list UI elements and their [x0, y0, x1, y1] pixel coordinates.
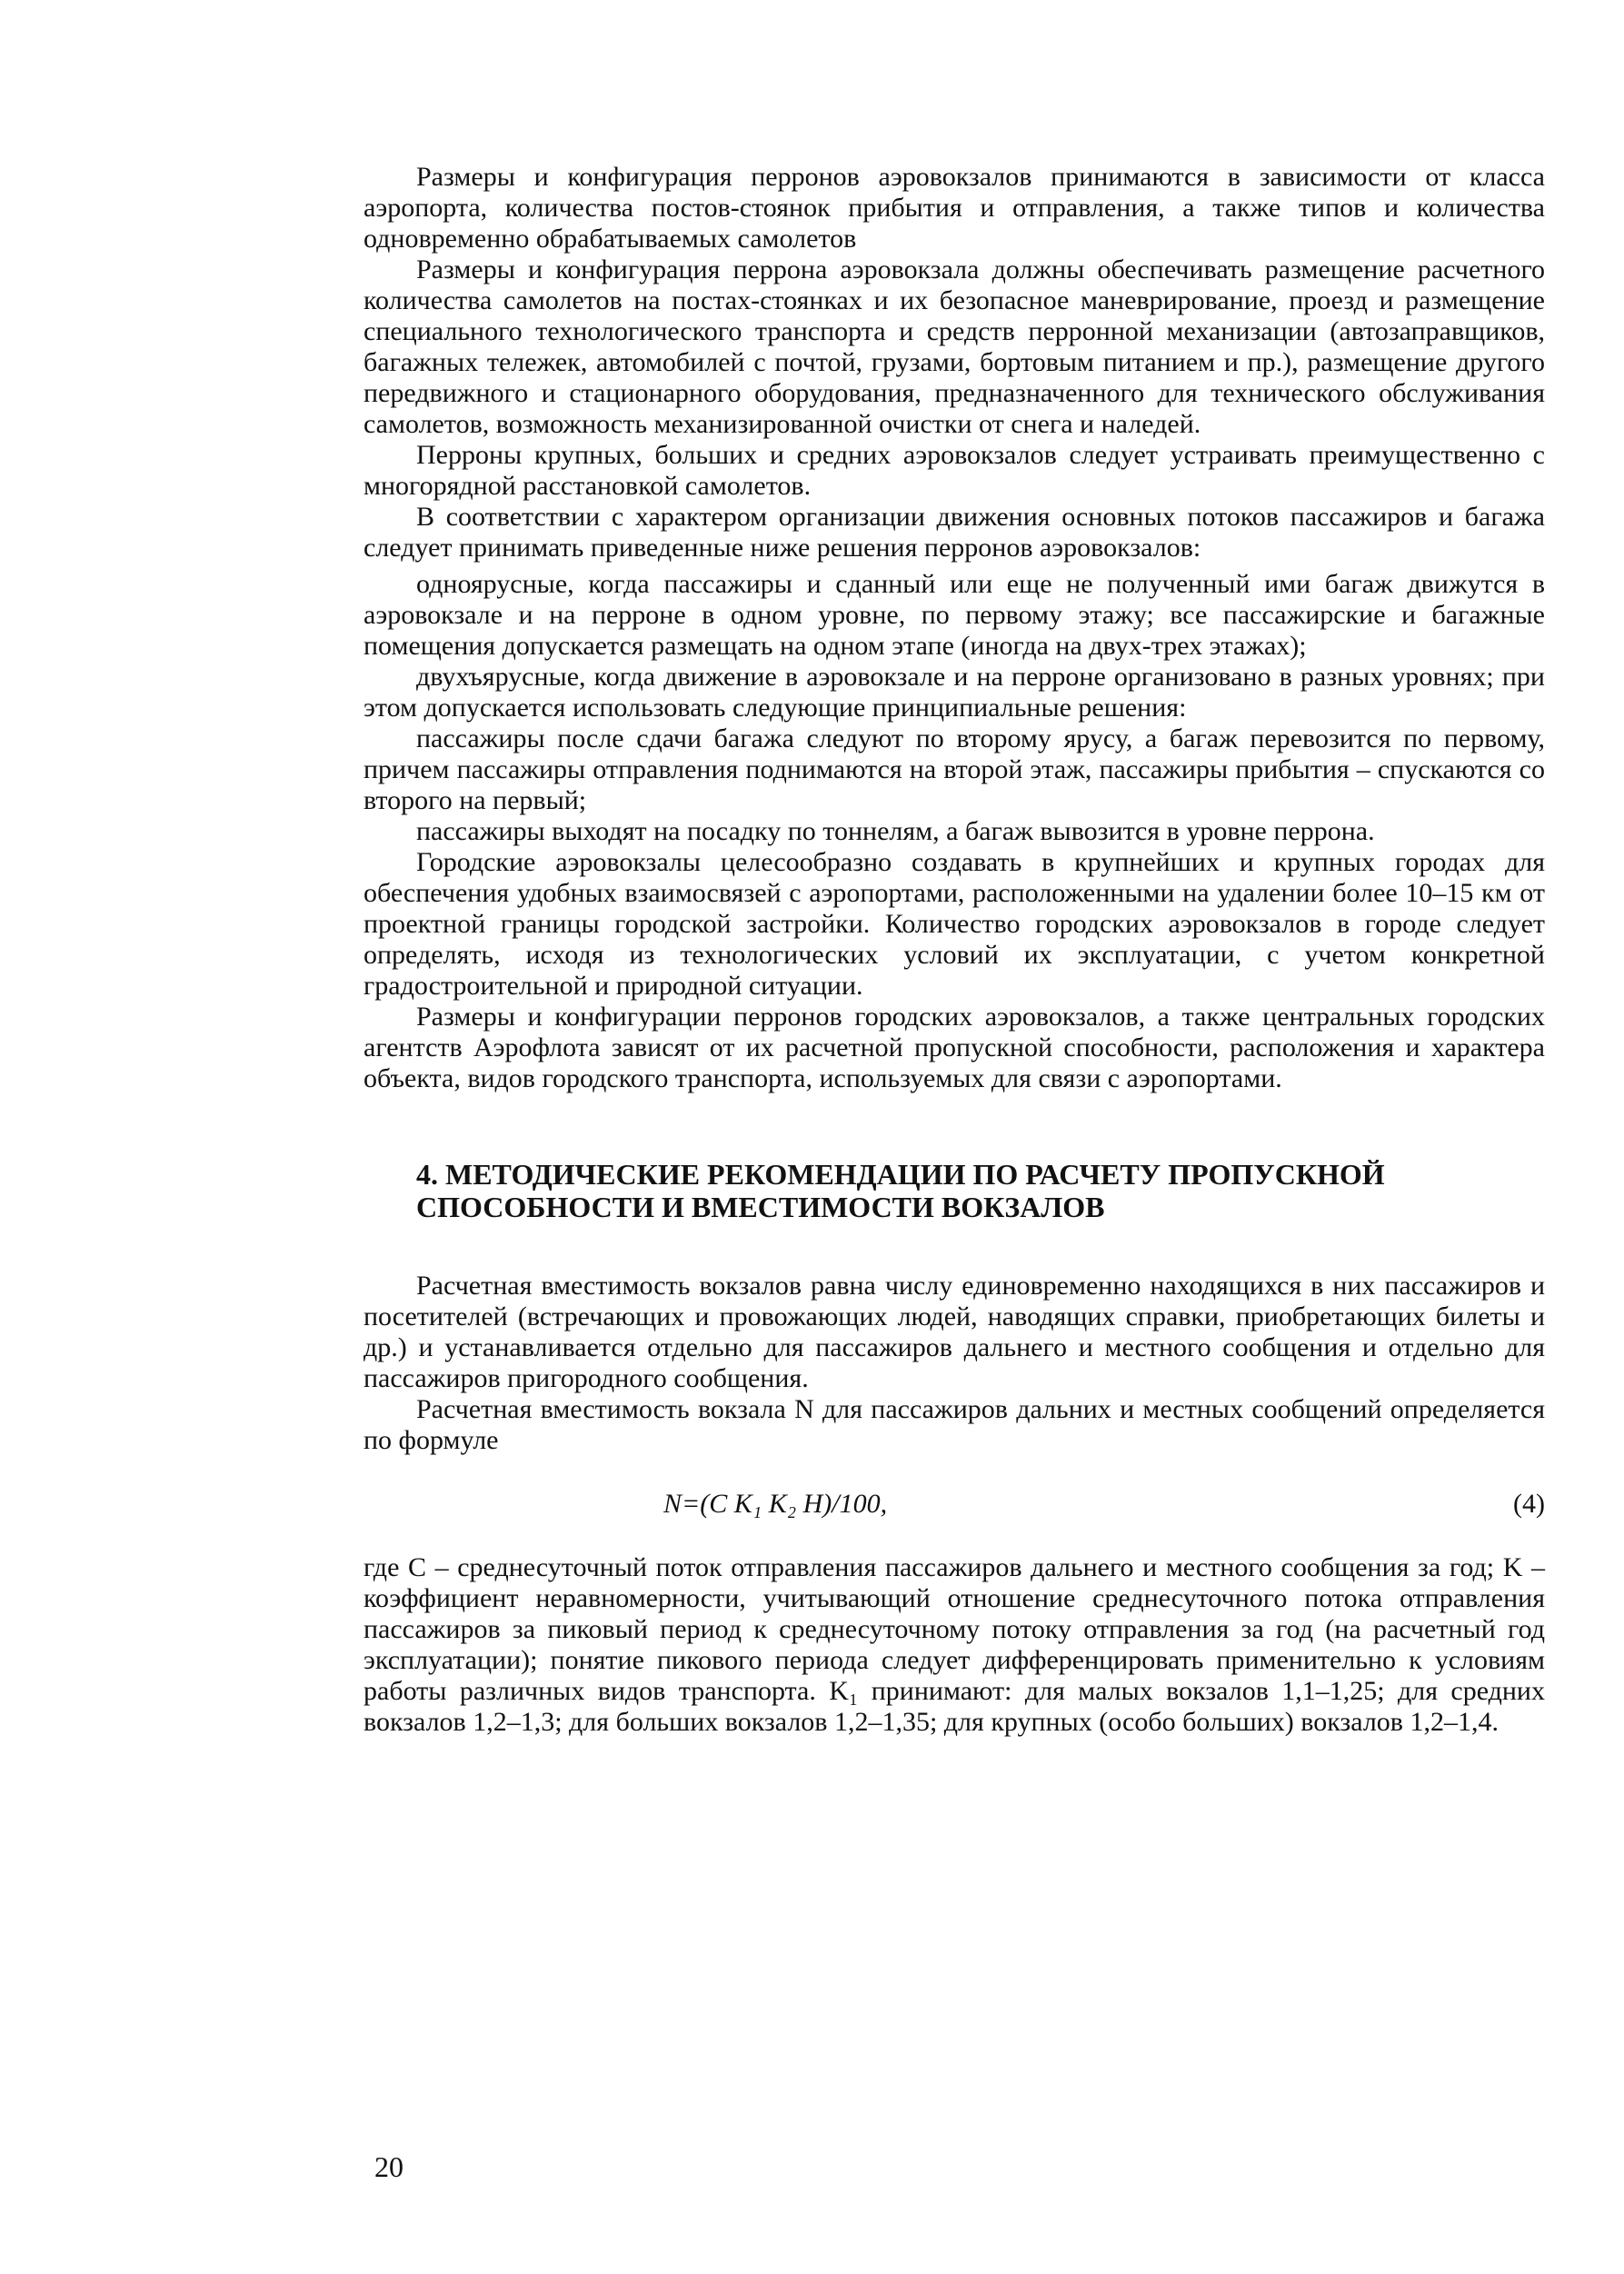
page-number: 20 — [374, 2150, 404, 2183]
section-heading-line-1: 4. МЕТОДИЧЕСКИЕ РЕКОМЕНДАЦИИ ПО РАСЧЕТУ ПРОПУСКНОЙ — [416, 1158, 1385, 1191]
paragraph-single-level: одноярусные, когда пассажиры и сданный или еще не полученный ими багаж движутся в аэровокзале и на перроне в одном уровне, по первому этажу; все пассажирские и багажные помещения допускается размещать на одном этапе (иногда на двух-трех этажах); — [364, 569, 1545, 661]
section-heading — [416, 1158, 1545, 1223]
paragraph-apron-multirow: Перроны крупных, больших и средних аэровокзалов следует устраивать преимущественно с многорядной расстановкой самолетов. — [364, 440, 1545, 501]
section-heading-line-2: СПОСОБНОСТИ И ВМЕСТИМОСТИ ВОКЗАЛОВ — [416, 1191, 1105, 1223]
paragraph-flow-organization: В соответствии с характером организации движения основных потоков пассажиров и багажа следует принимать приведенные ниже решения перронов аэровокзалов: — [364, 502, 1545, 563]
paragraph-city-terminals: Городские аэровокзалы целесообразно создавать в крупнейших и крупных городах для обеспечения удобных взаимосвязей с аэропортами, расположенными на удалении более 10–15 км от проектной границы городской застройки. Количество городских аэровокзалов в городе следует определять, исходя из технологических условий их эксплуатации, с учетом конкретной градостроительной и природной ситуации. — [364, 847, 1545, 1001]
paragraph-capacity-definition: Расчетная вместимость вокзалов равна числу единовременно находящихся в них пассажиров и посетителей (встречающих и провожающих людей, наводящих справки, приобретающих билеты и др.) и устанавливается отдельно для пассажиров дальнего и местного сообщения и отдельно для пассажиров пригородного сообщения. — [364, 1271, 1545, 1393]
paragraph-two-level-option-1: пассажиры после сдачи багажа следуют по второму ярусу, а багаж перевозится по первому, причем пассажиры отправления поднимаются на второй этаж, пассажиры прибытия – спускаются со второго на первый; — [364, 723, 1545, 815]
formula-expression: N=(C K₁ K₂ H)/100, — [663, 1489, 888, 1519]
paragraph-formula-legend: где C – среднесуточный поток отправления пассажиров дальнего и местного сообщения за год; K – коэффициент неравномерности, учитывающий отношение среднесуточного потока отправления пассажиров за пиковый период к среднесуточному потоку отправления за год (на расчетный год эксплуатации); понятие пикового периода следует дифференцировать применительно к условиям работы различных видов транспорта. K₁ принимают: для малых вокзалов 1,1–1,25; для средних вокзалов 1,2–1,3; для больших вокзалов 1,2–1,35; для крупных (особо больших) вокзалов 1,2–1,4. — [364, 1552, 1545, 1737]
formula-number: (4) — [1513, 1489, 1545, 1519]
paragraph-city-terminal-size: Размеры и конфигурации перронов городских аэровокзалов, а также центральных городских агентств Аэрофлота зависят от их расчетной пропускной способности, расположения и характера объекта, видов городского транспорта, используемых для связи с аэропортами. — [364, 1002, 1545, 1093]
document-page — [364, 162, 1545, 1738]
paragraph-two-level-option-2: пассажиры выходят на посадку по тоннелям, а багаж вывозится в уровне перрона. — [416, 816, 1375, 846]
paragraph-two-level: двухъярусные, когда движение в аэровокзале и на перроне организовано в разных уровнях; при этом допускается использовать следующие принципиальные решения: — [364, 662, 1545, 723]
formula-block — [364, 1476, 1545, 1540]
paragraph-apron-size: Размеры и конфигурация перронов аэровокзалов принимаются в зависимости от класса аэропорта, количества постов-стоянок прибытия и отправления, а также типов и количества одновременно обрабатываемых самолетов — [364, 162, 1545, 254]
paragraph-capacity-formula-intro: Расчетная вместимость вокзала N для пассажиров дальних и местных сообщений определяется по формуле — [364, 1394, 1545, 1455]
paragraph-apron-configuration: Размеры и конфигурация перрона аэровокзала должны обеспечивать размещение расчетного количества самолетов на постах-стоянках и их безопасное маневрирование, проезд и размещение специального технологического транспорта и средств перронной механизации (автозаправщиков, багажных тележек, автомобилей с почтой, грузами, бортовым питанием и пр.), размещение другого передвижного и стационарного оборудования, предназначенного для технического обслуживания самолетов, возможность механизированной очистки от снега и наледей. — [364, 254, 1545, 439]
